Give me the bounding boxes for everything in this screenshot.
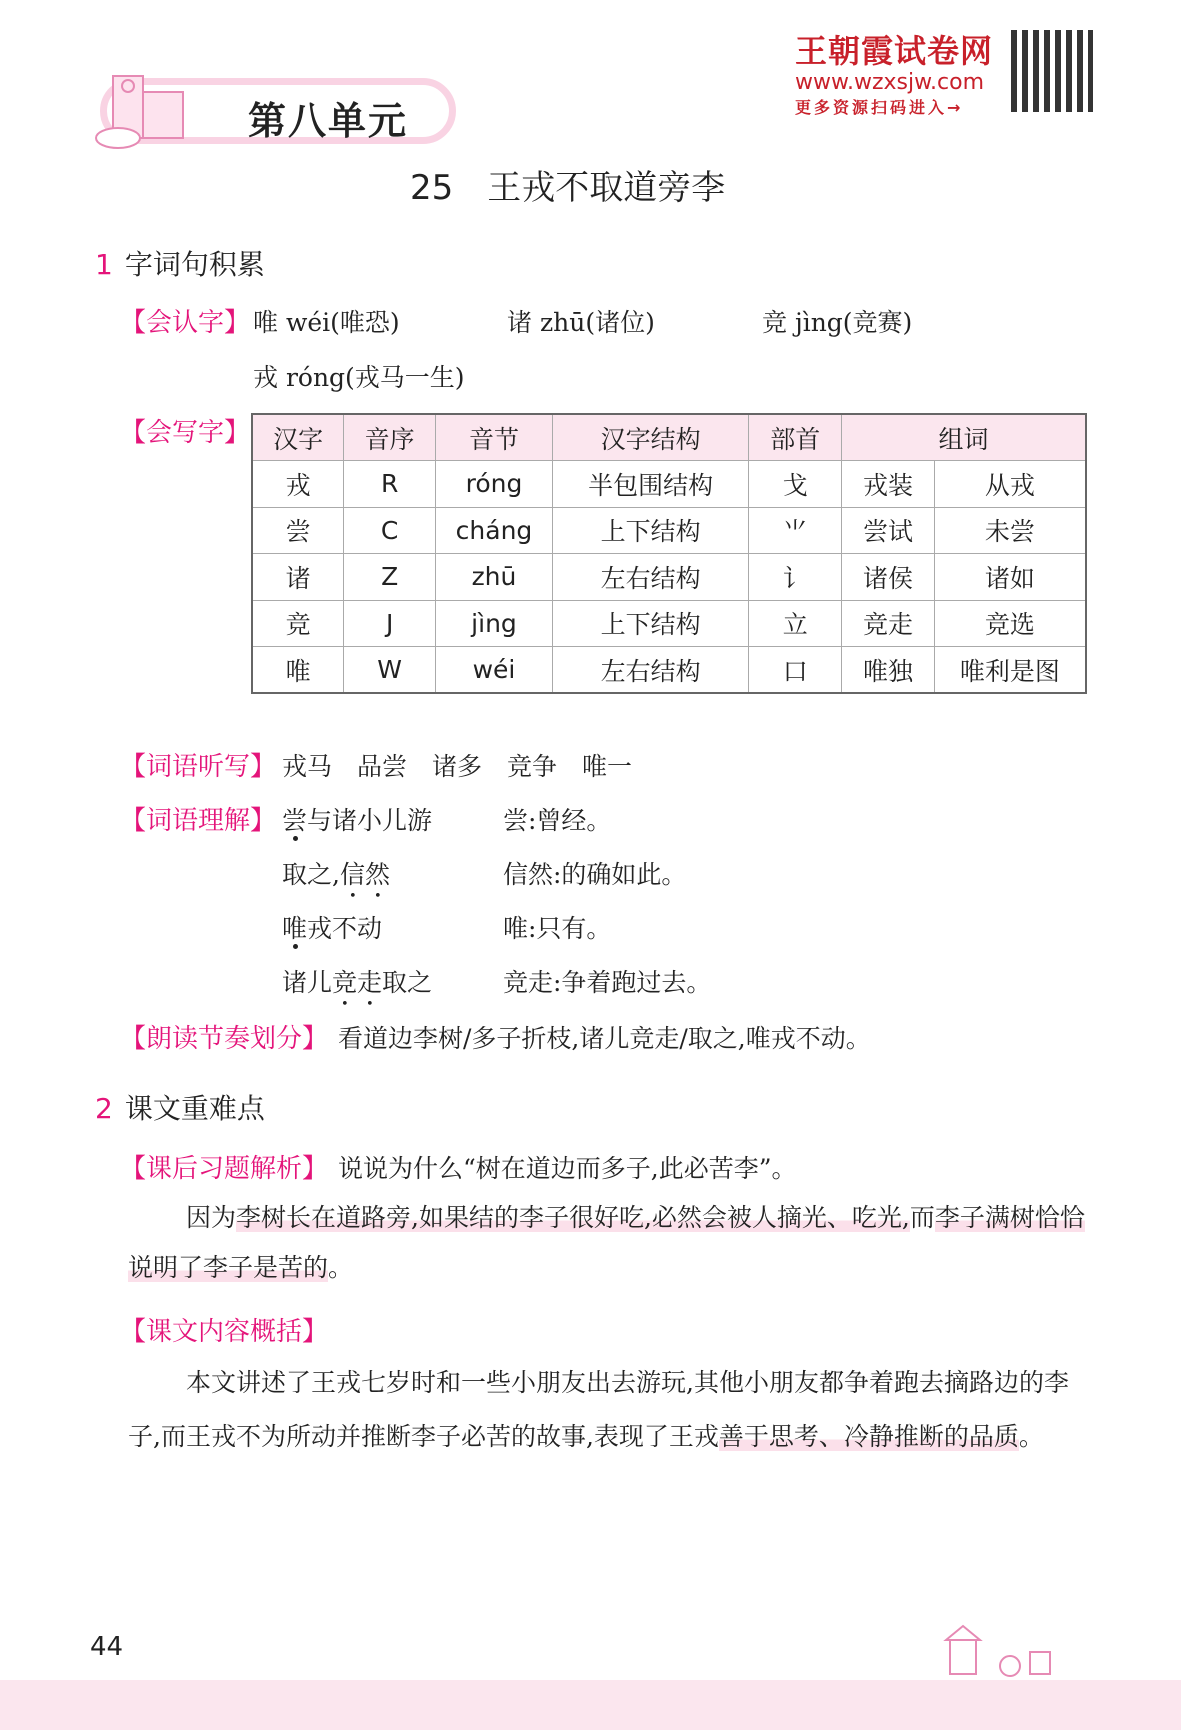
table-cell: 上下结构 [552, 507, 748, 554]
table-cell: 竞 [252, 600, 344, 647]
table-cell: J [344, 600, 436, 647]
table-cell: 半包围结构 [552, 461, 748, 508]
phrase [282, 963, 432, 1012]
table-cell: 唯独 [842, 647, 935, 694]
summary-highlight: 善于思考、冷静推断的品质 [718, 1422, 1019, 1451]
section-number: 1 [95, 248, 113, 281]
dictation-label: 【词语听写】 [120, 752, 277, 782]
recognize-item: 唯 wéi(唯恐) [253, 308, 400, 337]
exercise-label: 【课后习题解析】 [120, 1154, 329, 1184]
meaning: 信然:的确如此。 [503, 860, 687, 889]
table-cell: Z [344, 554, 436, 601]
table-cell: ⺌ [749, 507, 842, 554]
table-cell: zhū [436, 554, 553, 601]
table-row [252, 647, 1086, 694]
table-cell: 唯利是图 [934, 647, 1086, 694]
answer-text: 因为 [186, 1203, 237, 1232]
section-title: 字词句积累 [124, 248, 265, 281]
recognize-item: 竞 jìng(竞赛) [762, 308, 913, 337]
table-cell: 口 [749, 647, 842, 694]
phrase [282, 801, 432, 837]
table-cell: R [344, 461, 436, 508]
table-cell: C [344, 507, 436, 554]
recognize-item: 诸 zhū(诸位) [507, 308, 655, 337]
column-header: 音序 [344, 414, 436, 461]
dotted-char: 信然 [339, 860, 390, 889]
table-cell: 戈 [749, 461, 842, 508]
column-header: 组词 [842, 414, 1086, 461]
meaning: 竞走:争着跑过去。 [503, 968, 712, 997]
table-row [252, 600, 1086, 647]
table-cell: cháng [436, 507, 553, 554]
phrase [282, 909, 382, 945]
phrase-text: 诸儿 [282, 968, 333, 997]
summary-text [128, 1356, 1088, 1464]
table-cell: 尝试 [842, 507, 935, 554]
school-building-icon [88, 58, 198, 150]
summary-label: 【课文内容概括】 [120, 1317, 329, 1347]
column-header: 汉字 [252, 414, 344, 461]
answer-highlight: 李树长在道路旁,如果结的李子很好吃,必然会被人摘光、吃光, [236, 1203, 910, 1232]
table-row [252, 461, 1086, 508]
recognize-item: 戎 róng(戎马一生) [253, 363, 465, 392]
write-label: 【会写字】 [120, 418, 251, 448]
footer-band [0, 1680, 1181, 1730]
table-cell: 立 [749, 600, 842, 647]
table-cell: 竞选 [934, 600, 1086, 647]
answer-text: 。 [328, 1253, 354, 1282]
rhythm-text: 看道边李树/多子折枝,诸儿竞走/取之,唯戎不动。 [338, 1024, 871, 1053]
summary-body: 本文讲述了王戎七岁时和一些小朋友出去游玩,其他小朋友都争着跑去摘路边的李子,而王戎不为所动并推断李子必苦的故事,表现了王戎 [128, 1368, 1069, 1451]
town-illustration-icon [880, 1622, 1080, 1682]
table-header-row [252, 414, 1086, 461]
exercise-answer [128, 1193, 1088, 1293]
section-1-heading [95, 243, 265, 283]
column-header: 汉字结构 [552, 414, 748, 461]
table-cell: wéi [436, 647, 553, 694]
summary-body: 。 [1018, 1422, 1044, 1451]
table-cell: 左右结构 [552, 554, 748, 601]
recognize-label: 【会认字】 [120, 308, 251, 338]
column-header: 部首 [749, 414, 842, 461]
phrase-text: 与诸小儿游 [307, 806, 433, 835]
lesson-title: 25 王戎不取道旁李 [410, 168, 726, 208]
table-cell: 戎装 [842, 461, 935, 508]
table-cell: 上下结构 [552, 600, 748, 647]
table-cell: 尝 [252, 507, 344, 554]
unit-title: 第八单元 [248, 99, 409, 143]
table-cell: 从戎 [934, 461, 1086, 508]
section-2-heading [95, 1087, 265, 1127]
table-cell: jìng [436, 600, 553, 647]
understanding-label: 【词语理解】 [120, 806, 277, 836]
section-title: 课文重难点 [124, 1092, 265, 1125]
dotted-char: 唯 [282, 914, 308, 943]
brand-tip: 更多资源扫码进入→ [795, 98, 964, 117]
column-header: 音节 [436, 414, 553, 461]
table-cell: 诸如 [934, 554, 1086, 601]
brand-url[interactable]: www.wzxsjw.com [795, 70, 985, 95]
table-cell: 竞走 [842, 600, 935, 647]
phrase-text: 取之, [282, 860, 340, 889]
qr-code-icon[interactable] [1011, 30, 1093, 112]
table-row [252, 554, 1086, 601]
table-cell: 诸 [252, 554, 344, 601]
table-cell: 未尝 [934, 507, 1086, 554]
phrase [282, 855, 390, 904]
exercise-question: 说说为什么“树在道边而多子,此必苦李”。 [338, 1154, 797, 1183]
meaning: 尝:曾经。 [503, 806, 612, 835]
character-table [251, 413, 1087, 694]
table-cell: 讠 [749, 554, 842, 601]
meaning: 唯:只有。 [503, 914, 612, 943]
answer-text: 而 [909, 1203, 935, 1232]
rhythm-label: 【朗读节奏划分】 [120, 1024, 329, 1054]
table-row [252, 507, 1086, 554]
brand-logo[interactable] [795, 26, 993, 118]
dictation-text: 戎马 品尝 诸多 竞争 唯一 [282, 752, 633, 781]
dotted-char: 尝 [282, 806, 308, 835]
table-cell: róng [436, 461, 553, 508]
section-number: 2 [95, 1092, 113, 1125]
page-number: 44 [90, 1632, 124, 1662]
brand-name: 王朝霞试卷网 [795, 32, 994, 70]
table-cell: 戎 [252, 461, 344, 508]
answer-highlight: 李子满树恰恰说明了李子是苦的 [128, 1203, 1085, 1282]
table-cell: 左右结构 [552, 647, 748, 694]
dotted-char: 竞走 [332, 968, 383, 997]
table-cell: W [344, 647, 436, 694]
phrase-text: 取之 [382, 968, 433, 997]
table-cell: 诸侯 [842, 554, 935, 601]
table-cell: 唯 [252, 647, 344, 694]
phrase-text: 戎不动 [307, 914, 383, 943]
